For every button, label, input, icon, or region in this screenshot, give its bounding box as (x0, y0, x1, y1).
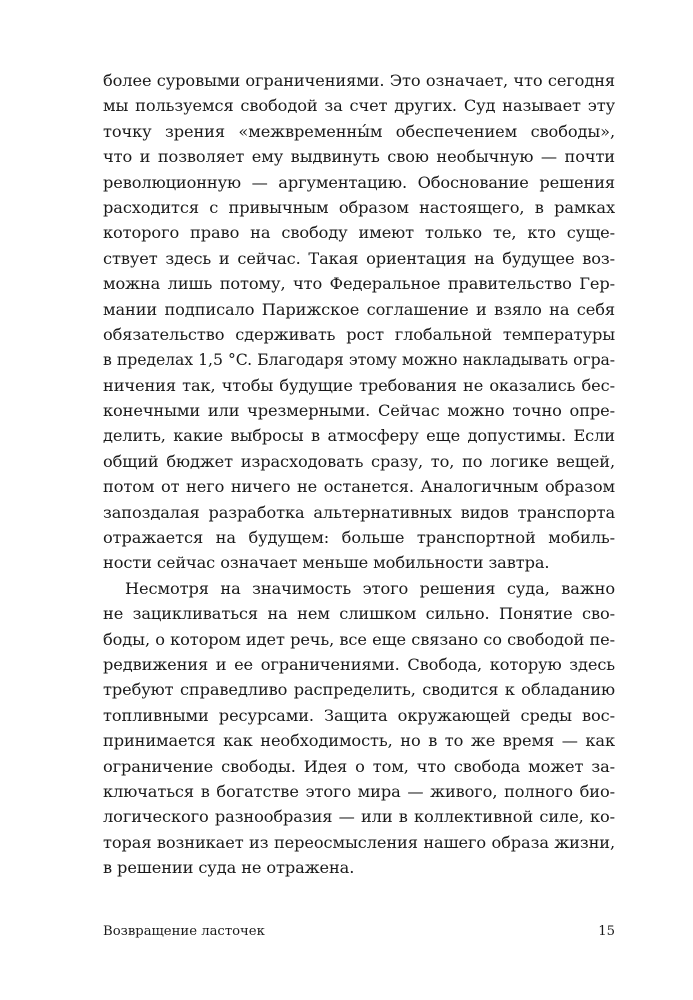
text-line: не зацикливаться на нем слишком сильно. Понятие сво- (103, 604, 615, 624)
text-line: боды, о котором идет речь, все еще связано со свободой пе- (103, 629, 615, 649)
paragraph (103, 68, 615, 576)
text-line: в пределах 1,5 °C. Благодаря этому можно накладывать огра- (103, 350, 615, 370)
text-line: мы пользуемся свободой за счет других. Суд называет эту (103, 96, 615, 116)
page-footer (103, 921, 615, 943)
text-line: точку зрения «межвременны́м обеспечением свободы», (103, 121, 615, 141)
text-line: мании подписало Парижское соглашение и взяло на себя (103, 299, 615, 319)
text-line: требуют справедливо распределить, сводится к обладанию (103, 680, 615, 700)
text-line: отражается на будущем: больше транспортной мобиль- (103, 528, 615, 548)
text-line: ключаться в богатстве этого мира — живого, полного био- (103, 781, 615, 801)
text-line: революционную — аргументацию. Обоснование решения (103, 172, 615, 192)
running-title: Возвращение ласточек (103, 924, 265, 939)
text-line: которого право на свободу имеют только те, кто суще- (103, 223, 615, 243)
text-line: ности сейчас означает меньше мобильности завтра. (103, 553, 550, 573)
page-number: 15 (598, 924, 615, 939)
text-line: конечными или чрезмерными. Сейчас можно точно опре- (103, 401, 615, 421)
text-line: обязательство сдерживать рост глобальной температуры (103, 324, 615, 344)
body-text (103, 68, 615, 881)
text-line: общий бюджет израсходовать сразу, то, по логике вещей, (103, 451, 615, 471)
text-line: расходится с привычным образом настоящего, в рамках (103, 197, 615, 217)
text-line: потом от него ничего не останется. Аналогичным образом (103, 477, 615, 497)
text-line: можна лишь потому, что Федеральное правительство Гер- (103, 274, 615, 294)
text-line: ограничение свободы. Идея о том, что свобода может за- (103, 756, 615, 776)
text-line: торая возникает из переосмысления нашего образа жизни, (103, 832, 615, 852)
text-line: запоздалая разработка альтернативных видов транспорта (103, 502, 615, 522)
text-line: редвижения и ее ограничениями. Свобода, которую здесь (103, 654, 615, 674)
paragraph (103, 576, 615, 881)
text-line: топливными ресурсами. Защита окружающей среды вос- (103, 705, 615, 725)
text-line: ствует здесь и сейчас. Такая ориентация на будущее воз- (103, 248, 615, 268)
text-line: более суровыми ограничениями. Это означает, что сегодня (103, 71, 615, 90)
text-line: Несмотря на значимость этого решения суда, важно (125, 578, 615, 598)
text-line: что и позволяет ему выдвинуть свою необычную — почти (103, 147, 615, 167)
text-line: делить, какие выбросы в атмосферу еще допустимы. Если (103, 426, 615, 446)
text-line: принимается как необходимость, но в то же время — как (103, 731, 615, 751)
text-line: логического разнообразия — или в коллективной силе, ко- (103, 807, 615, 827)
text-line: ничения так, чтобы будущие требования не оказались бес- (103, 375, 615, 395)
text-line: в решении суда не отражена. (103, 858, 355, 878)
